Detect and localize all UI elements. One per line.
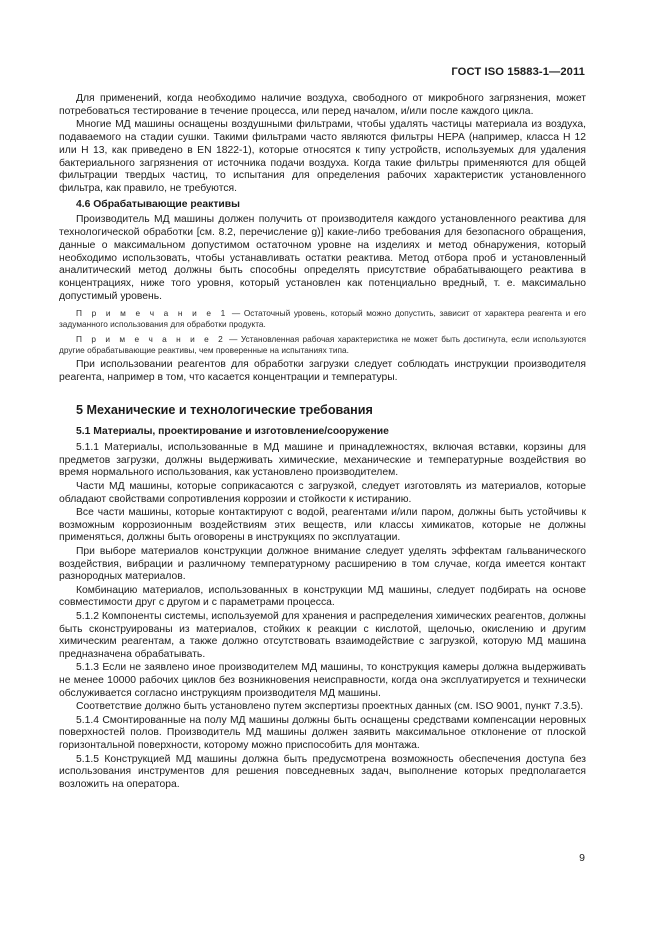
note-text: — Остаточный уровень, который можно допустить, зависит от характера реагента и его задуманного использования для обработки продукта. (59, 307, 587, 329)
paragraph: 5.1.5 Конструкцией МД машины должна быть предусмотрена возможность обеспечения доступа без использования инструментов для решения повседневных задач, выполнение которых предполагается возложить на оператора. (59, 753, 586, 791)
note-text: — Установленная рабочая характеристика не может быть достигнута, если используются другие обрабатывающие реактивы, чем проверенные на испытаниях типа. (59, 333, 586, 355)
paragraph: При выборе материалов конструкции должное внимание следует уделять эффектам гальванического воздействия, вибрации и различному температурному расширению в том случае, когда имеется контакт разнородных материалов. (59, 545, 586, 583)
section-heading-5: 5 Механические и технологические требования (76, 402, 373, 417)
note-2 (59, 334, 586, 356)
paragraph: Многие МД машины оснащены воздушными фильтрами, чтобы удалять частицы материала из воздуха, подаваемого на стадии сушки. Такими фильтрами часто являются фильтры НЕРА (например, класса Н 12 или Н 13, как приведено в EN 1822-1), которые относятся к типу устройств, используемых для удаления бактериального загрязнения от источника подачи воздуха. Когда такие фильтры применяются для общей фильтрации твердых частиц, то испытания для определения рабочих характеристик установленного фильтра, как правило, не требуются. (59, 119, 586, 195)
document-body (59, 93, 586, 792)
paragraph: 5.1.3 Если не заявлено иное производителем МД машины, то конструкция камеры должна выдерживать не менее 10000 рабочих циклов без возникновения неисправности, когда она эксплуатируется и технически обслуживается согласно инструкциям производителя МД машины. (59, 662, 586, 700)
paragraph: Производитель МД машины должен получить от производителя каждого установленного реактива для технологической обработки [см. 8.2, перечисление g)] какие-либо требования для безопасного обращения, данные о максимальном допустимом остаточном уровне на изделиях и метод обнаружения, который необходимо использовать, чтобы устанавливать остатки реактива. Метод отбора проб и установленный аналитический метод должны быть способны определять присутствие обрабатывающего реактива в концентрациях, ниже того уровня, который установлен как потенциально вредный, т. е. максимально допустимый уровень. (59, 213, 586, 303)
paragraph: Комбинацию материалов, использованных в конструкции МД машины, следует подбирать на основе совместимости друг с другом и с параметрами процесса. (59, 584, 586, 609)
note-label: П р и м е ч а н и е 2 (76, 333, 226, 344)
page-number: 9 (579, 852, 585, 864)
paragraph: 5.1.1 Материалы, использованные в МД машине и принадлежностях, включая вставки, корзины для предметов загрузки, должны выдерживать химические, механические и температурные воздействия во время нормального использования, как установлено производителем. (59, 441, 586, 479)
paragraph: Для применений, когда необходимо наличие воздуха, свободного от микробного загрязнения, может потребоваться тестирование в течение процесса, или перед началом, и/или после каждого цикла. (59, 93, 586, 117)
paragraph: 5.1.2 Компоненты системы, используемой для хранения и распределения химических реагентов, должны быть сконструированы из материалов, стойких к реакции с кислотой, щелочью, окислению и другим химическим реагентам, а также должно отсутствовать взаимодействие с загрузкой, которую МД машина предназначена обрабатывать. (59, 610, 586, 661)
note-label: П р и м е ч а н и е 1 (76, 307, 229, 318)
section-heading-4-6: 4.6 Обрабатывающие реактивы (76, 198, 240, 210)
paragraph: Части МД машины, которые соприкасаются с загрузкой, следует изготовлять из материалов, которые обладают свойствами сопротивления коррозии и стойкости к истиранию. (59, 480, 586, 505)
page-header: ГОСТ ISO 15883-1—2011 (451, 66, 585, 78)
paragraph: Все части машины, которые контактируют с водой, реагентами и/или паром, должны быть устойчивы к возможным коррозионным воздействиям этих веществ, или классы химикатов, которые не должны применяться, должны быть оговорены в инструкциях по эксплуатации. (59, 506, 586, 544)
note-1 (59, 308, 586, 330)
paragraph: При использовании реагентов для обработки загрузки следует соблюдать инструкции производителя реагента, например в том, что касается концентрации и температуры. (59, 358, 586, 383)
paragraph: Соответствие должно быть установлено путем экспертизы проектных данных (см. ISO 9001, пункт 7.3.5). (76, 701, 584, 713)
paragraph: 5.1.4 Смонтированные на полу МД машины должны быть оснащены средствами компенсации неровных поверхностей полов. Производитель МД машины должен заявить максимальное отклонение от плоской горизонтальной поверхности, которому можно приспособить для монтажа. (59, 714, 586, 752)
section-heading-5-1: 5.1 Материалы, проектирование и изготовление/сооружение (76, 426, 389, 438)
